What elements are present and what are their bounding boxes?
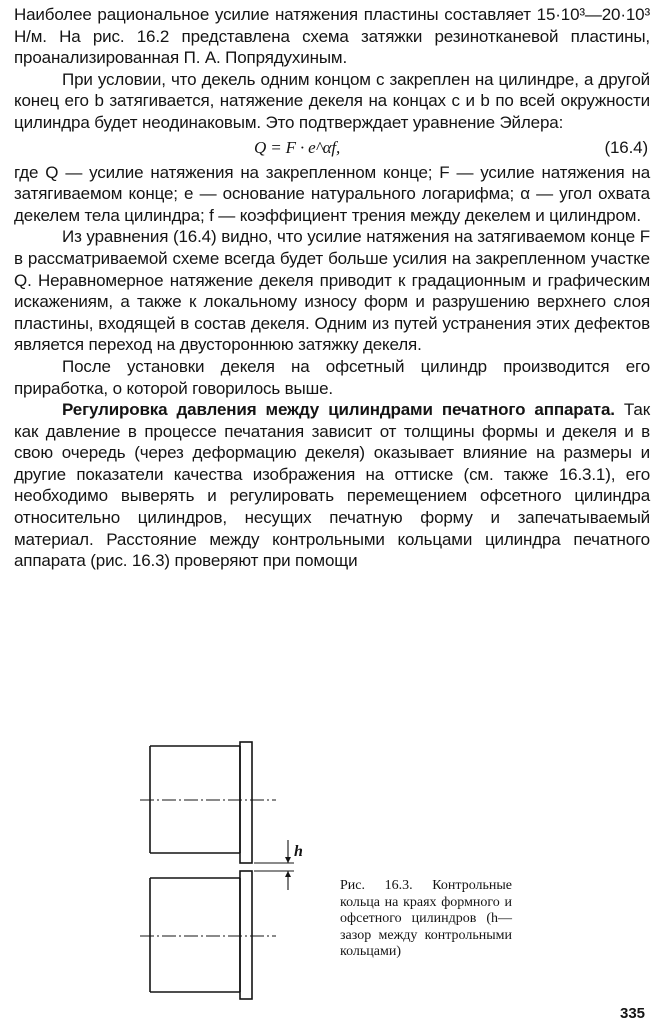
upper-control-ring: [240, 742, 252, 863]
page-number: 335: [620, 1005, 646, 1022]
paragraph-2: При условии, что декель одним концом c закреплен на цилиндре, а другой конец его b затягивается, натяжение декеля на концах c и b по всей окружности цилиндра будет неодинаковым. Это подтверждает уравнение Эйлера:: [14, 69, 650, 132]
paragraph-6: [14, 399, 650, 572]
figure-16-3: [134, 740, 324, 1020]
formula-expression: Q = F · e^αf,: [254, 137, 341, 157]
equation-16-4: [14, 134, 650, 162]
formula-number: (16.4): [604, 137, 648, 157]
paragraph-3: где Q — усилие натяжения на закрепленном конце; F — усилие натяжения на затягиваемом конце; e — основание натурального логарифма; α — угол охвата декелем тела цилиндра; f — коэффициент трения между декелем и цилиндром.: [14, 162, 650, 225]
paragraph-1: Наиболее рациональное усилие натяжения пластины составляет 15·10³—20·10³ Н/м. На рис. 16.2 представлена схема затяжки резинотканевой пластины, проанализированная П. А. Попрядухиным.: [14, 5, 650, 68]
paragraph-4: Из уравнения (16.4) видно, что усилие натяжения на затягиваемом конце F в рассматриваемой схеме всегда будет больше усилия на закрепленном участке Q. Неравномерное натяжение декеля приводит к градационным и графическим искажениям, а также к локальному износу форм и разрушению верхнего слоя пластины, входящей в состав декеля. Одним из путей устранения этих дефектов является переход на двустороннюю затяжку декеля.: [14, 227, 650, 355]
paragraph-5: После установки декеля на офсетный цилиндр производится его приработка, о которой говорилось выше.: [14, 356, 650, 398]
figure-caption: Рис. 16.3. Контрольные кольца на краях формного и офсетного цилиндров (h—зазор между контрольными кольцами): [340, 878, 512, 959]
lower-control-ring: [240, 871, 252, 999]
paragraph-6-text: Так как давление в процессе печатания зависит от толщины формы и декеля и в свою очередь (через деформацию декеля) оказывает влияние на размеры и другие показатели качества изображения на оттиске (см. также 16.3.1), его необходимо выверять и регулировать перемещением офсетного цилиндра относительно цилиндров, несущих печатную форму и запечатываемый материал. Расстояние между контрольными кольцами цилиндра печатного аппарата (рис. 16.3) проверяют при помощи: [14, 400, 650, 571]
gap-label-h: h: [294, 843, 303, 860]
section-heading: Регулировка давления между цилиндрами печатного аппарата.: [62, 400, 615, 420]
body-text: [14, 4, 650, 572]
gap-dimension: [254, 840, 294, 890]
